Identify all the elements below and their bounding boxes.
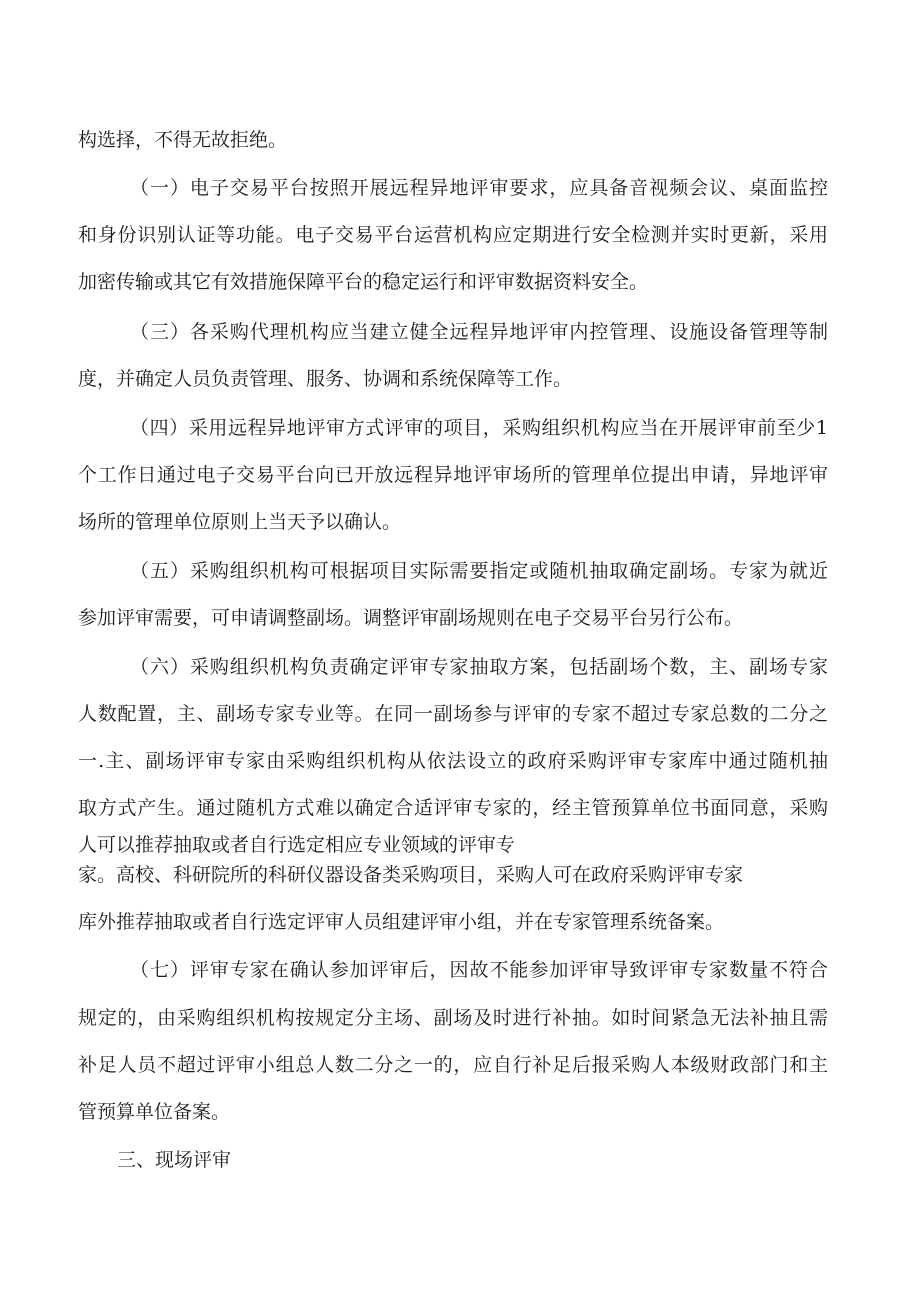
text-line: 个工作日通过电子交易平台向已开放远程异地评审场所的管理单位提出申请，异地评审 — [78, 464, 828, 486]
text-line: 人数配置，主、副场专家专业等。在同一副场参与评审的专家不超过专家总数的二分之 — [78, 703, 828, 725]
paragraph-first-line: （四）采用远程异地评审方式评审的项目，采购组织机构应当在开展评审前至少1 — [130, 417, 828, 439]
text-line: 人可以推荐抽取或者自行选定相应专业领域的评审专 — [78, 834, 516, 856]
text-line: 参加评审需要，可申请调整副场。调整评审副场规则在电子交易平台另行公布。 — [78, 607, 744, 629]
paragraph-first-line: （一）电子交易平台按照开展远程异地评审要求，应具备音视频会议、桌面监控 — [130, 177, 828, 199]
paragraph-first-line: （六）采购组织机构负责确定评审专家抽取方案，包括副场个数，主、副场专家 — [130, 656, 828, 678]
paragraph-first-line: （七）评审专家在确认参加评审后，因故不能参加评审导致评审专家数量不符合 — [130, 959, 828, 981]
text-line: 一.主、副场评审专家由采购组织机构从依法设立的政府采购评审专家库中通过随机抽 — [78, 750, 828, 772]
text-line: 度，并确定人员负责管理、服务、协调和系统保障等工作。 — [78, 368, 573, 390]
text-line: 库外推荐抽取或者自行选定评审人员组建评审小组，并在专家管理系统备案。 — [78, 911, 725, 933]
text-line: 构选择，不得无故拒绝。 — [78, 129, 288, 151]
section-heading: 三、现场评审 — [117, 1149, 232, 1171]
paragraph-first-line: （三）各采购代理机构应当建立健全远程异地评审内控管理、设施设备管理等制 — [130, 321, 828, 343]
text-line: 场所的管理单位原则上当天予以确认。 — [78, 511, 402, 533]
text-line: 取方式产生。通过随机方式难以确定合适评审专家的，经主管预算单位书面同意，采购 — [78, 797, 828, 819]
text-line: 管预算单位备案。 — [78, 1101, 231, 1123]
text-line: 家。高校、科研院所的科研仪器设备类采购项目，采购人可在政府采购评审专家 — [78, 864, 744, 886]
text-line: 加密传输或其它有效措施保障平台的稳定运行和评审数据资料安全。 — [78, 271, 649, 293]
text-line: 规定的，由采购组织机构按规定分主场、副场及时进行补抽。如时间紧急无法补抽且需 — [78, 1007, 828, 1029]
text-line: 和身份识别认证等功能。电子交易平台运营机构应定期进行安全检测并实时更新，采用 — [78, 224, 828, 246]
paragraph-first-line: （五）采购组织机构可根据项目实际需要指定或随机抽取确定副场。专家为就近 — [130, 560, 828, 582]
text-line: 补足人员不超过评审小组总人数二分之一的，应自行补足后报采购人本级财政部门和主 — [78, 1054, 828, 1076]
